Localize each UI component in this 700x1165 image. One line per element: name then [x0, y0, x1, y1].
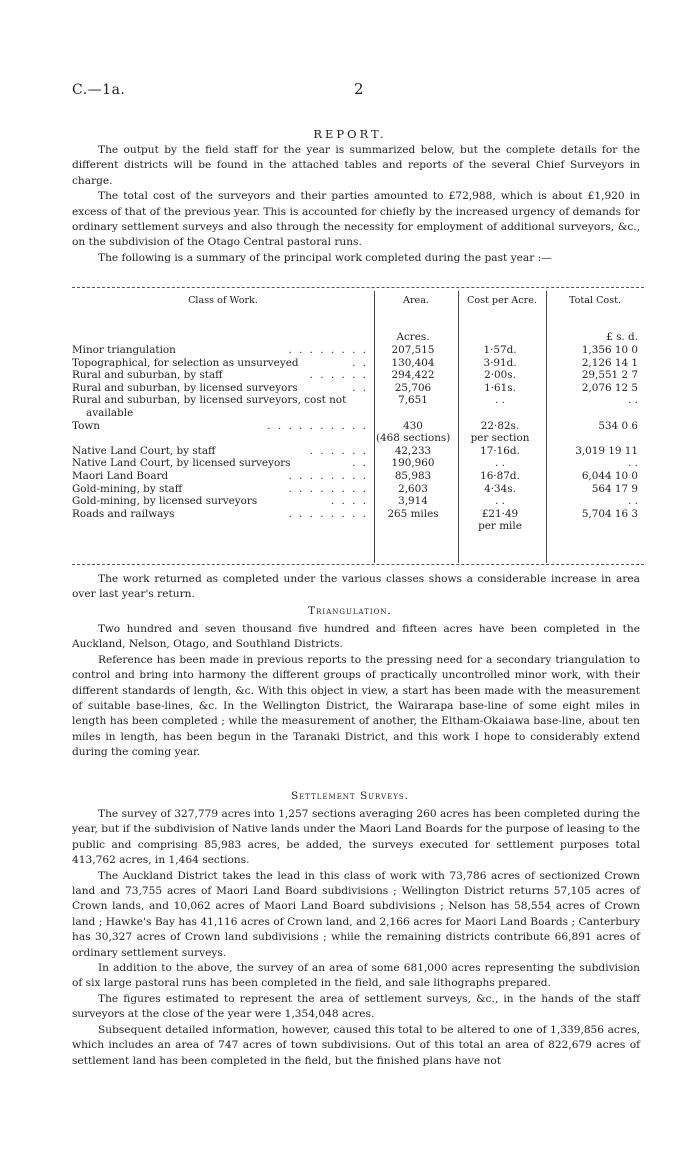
row-leader-dots: . . . . . .: [309, 369, 368, 382]
row-class-label: Topographical, for selection as unsurveyed: [72, 356, 299, 369]
intro-text: [72, 143, 640, 266]
row-class-of-work: [72, 483, 372, 496]
table-row: [72, 394, 644, 407]
row-total-cost: 534 0 6: [598, 419, 638, 432]
row-total-cost: . .: [628, 457, 638, 470]
row-cost-per-acre: . .: [495, 495, 505, 508]
section-heading-settlement: Settlement Surveys.: [291, 790, 409, 802]
row-class-of-work: [72, 344, 372, 357]
row-area: 130,404: [391, 356, 435, 369]
row-leader-dots: . .: [352, 356, 368, 369]
table-row: [72, 508, 644, 521]
row-class-of-work: [72, 357, 372, 370]
row-total-cost: 564 17 9: [591, 482, 638, 495]
row-cost-per-acre: 3·91d.: [483, 356, 517, 369]
settlement-text: [72, 807, 640, 1069]
table-row: [72, 420, 644, 433]
table-row: [72, 495, 644, 508]
row-leader-dots: . . . . . . . .: [288, 344, 368, 356]
row-leader-dots: . . . . . . . .: [288, 482, 368, 495]
after-table-text: [72, 572, 640, 603]
row-class-label: Roads and railways: [72, 507, 175, 520]
table-row: [72, 369, 644, 382]
row-area: 85,983: [394, 470, 432, 482]
header-area: Area.: [403, 295, 429, 306]
row-class-label: available: [86, 407, 134, 419]
row-cost-per-acre: . .: [495, 457, 505, 470]
row-class-label: Rural and suburban, by licensed surveyors, cost not: [72, 394, 347, 407]
row-leader-dots: . . . . . . . . . .: [267, 419, 368, 432]
table-row: [72, 520, 644, 533]
row-class-label: Minor triangulation: [72, 344, 176, 356]
row-cost-per-acre: per mile: [478, 520, 522, 533]
area-unit: Acres.: [396, 331, 430, 343]
row-class-label: Rural and suburban, by staff: [72, 369, 223, 382]
triangulation-paragraph: Reference has been made in previous reports to the pressing need for a secondary triangulation to control and bring into harmony the different groups of practically uncontrolled minor work, with their different standards of length, &c. With this object in view, a start has been made with the measurement of suitable base-lines, &c. In the Wellington District, the Wairarapa base-line of some eight miles in length has been completed ; while the measurement of another, the Eltham-Okaiawa base-line, about ten miles in length, has been begun in the Taranaki District, and this work I hope to considerably extend during the coming year.: [72, 653, 640, 759]
settlement-paragraph: Subsequent detailed information, however, caused this total to be altered to one of 1,339,856 acres, which includes an area of 747 acres of town subdivisions. Out of this total an area of 822,679 acres of settlement land has been completed in the field, but the finished plans have not: [72, 1023, 640, 1067]
table-row: [72, 407, 644, 420]
row-total-cost: 1,356 10 0: [581, 344, 638, 356]
intro-paragraph: The total cost of the surveyors and their parties amounted to £72,988, which is about £1,920 in excess of that of the previous year. This is accounted for chiefly by the increased urgency of demands for ordinary settlement surveys and also through the necessity for employment of additional surveyors, &c., on the subdivision of the Otago Central pastoral runs.: [72, 190, 640, 249]
table-row: [72, 457, 644, 470]
summary-table: [72, 287, 644, 565]
row-class-of-work: [72, 382, 372, 395]
row-cost-per-acre: per section: [470, 432, 530, 445]
triangulation-paragraph: Two hundred and seven thousand five hundred and fifteen acres have been completed in the Auckland, Nelson, Otago, and Southland Districts.: [72, 623, 640, 651]
units-row: [72, 331, 644, 344]
table-row: [72, 344, 644, 357]
header-cost: Cost per Acre.: [466, 295, 537, 306]
table-row: [72, 382, 644, 395]
row-cost-per-acre: 1·61s.: [484, 381, 516, 394]
row-class-label: Gold-mining, by staff: [72, 482, 183, 495]
row-class-label: Native Land Court, by staff: [72, 444, 216, 457]
row-area: 294,422: [391, 369, 435, 382]
row-class-label: Rural and suburban, by licensed surveyors: [72, 381, 298, 394]
settlement-paragraph: The survey of 327,779 acres into 1,257 sections averaging 260 acres has been completed during the year, but if the subdivision of Native lands under the Maori Land Boards for the purpose of leasing to the public and comprising 85,983 acres, be added, the surveys executed for settlement purposes total 413,762 acres, in 1,464 sections.: [72, 808, 640, 867]
intro-paragraph: The following is a summary of the principal work completed during the past year :—: [98, 251, 552, 264]
row-class-of-work: [72, 369, 372, 382]
row-area: 2,603: [398, 482, 428, 495]
row-cost-per-acre: 4·34s.: [484, 482, 516, 495]
table-row: [72, 445, 644, 458]
settlement-paragraph: The figures estimated to represent the area of settlement surveys, &c., in the hands of the staff surveyors at the close of the year were 1,354,048 acres.: [72, 992, 640, 1021]
row-leader-dots: . .: [352, 457, 368, 470]
row-total-cost: 3,019 19 11: [575, 444, 638, 457]
row-total-cost: . .: [628, 394, 638, 407]
row-cost-per-acre: . .: [495, 394, 505, 407]
row-class-of-work: [72, 495, 372, 508]
report-title: REPORT.: [313, 127, 387, 141]
settlement-paragraph: In addition to the above, the survey of an area of some 681,000 acres representing the subdivision of six large pastoral runs has been completed in the field, and sale lithographs prepared.: [72, 962, 640, 990]
row-total-cost: 29,551 2 7: [581, 369, 638, 382]
row-class-label: Maori Land Board: [72, 470, 169, 482]
row-class-of-work: [72, 445, 372, 458]
row-leader-dots: . . . . . .: [309, 444, 368, 457]
row-class-of-work: [72, 407, 372, 420]
intro-paragraph: The output by the field staff for the year is summarized below, but the complete details for the different districts will be found in the attached tables and reports of the several Chief Surveyors in charge.: [72, 144, 640, 187]
triangulation-text: [72, 622, 640, 761]
total-unit: £ s. d.: [606, 331, 638, 343]
page-number: 2: [354, 80, 364, 98]
row-cost-per-acre: 17·16d.: [480, 444, 520, 457]
row-class-of-work: [72, 457, 372, 470]
row-class-of-work: [72, 508, 372, 521]
table-top-rule: [72, 287, 644, 288]
row-cost-per-acre: £21·49: [481, 507, 519, 520]
table-bottom-rule: [72, 564, 644, 565]
row-area: 430: [403, 419, 423, 432]
row-area: 25,706: [394, 381, 432, 394]
row-total-cost: . .: [628, 495, 638, 508]
row-area: 7,651: [398, 394, 428, 407]
table-row: [72, 432, 644, 445]
row-class-label: Native Land Court, by licensed surveyors: [72, 457, 291, 470]
row-leader-dots: . .: [352, 381, 368, 394]
row-class-of-work: [72, 470, 372, 483]
row-cost-per-acre: 22·82s.: [480, 419, 520, 432]
row-cost-per-acre: 1·57d.: [483, 344, 517, 356]
settlement-paragraph: The Auckland District takes the lead in this class of work with 73,786 acres of sectionized Crown land and 73,755 acres of Maori Land Board subdivisions ; Wellington District returns 57,105 acres of Crown lands, and 10,062 acres of Maori Land Board subdivisions ; Nelson has 58,554 acres of Crown land ; Hawke's Bay has 41,116 acres of Crown land, and 2,166 acres for Maori Land Boards ; Canterbury has 30,327 acres of Crown land subdivisions ; while the remaining districts contribute 66,891 acres of ordinary settlement surveys.: [72, 869, 640, 959]
row-total-cost: 2,126 14 1: [581, 356, 638, 369]
row-area: 190,960: [391, 457, 435, 470]
row-leader-dots: . . . . . . . .: [288, 470, 368, 482]
row-total-cost: 6,044 10 0: [581, 470, 638, 482]
row-class-label: Gold-mining, by licensed surveyors: [72, 495, 258, 508]
table-row: [72, 357, 644, 370]
series-code: C.—1a.: [72, 82, 126, 98]
row-leader-dots: . . . .: [330, 495, 368, 508]
header-total: Total Cost.: [568, 295, 622, 306]
row-class-of-work: [72, 420, 372, 433]
row-area: 265 miles: [387, 507, 439, 520]
row-class-label: Town: [72, 419, 100, 432]
row-area: (468 sections): [376, 432, 451, 445]
header-class: Class of Work.: [188, 295, 258, 306]
table-row: [72, 470, 644, 483]
row-cost-per-acre: 16·87d.: [480, 470, 520, 482]
row-area: 3,914: [398, 495, 428, 508]
row-total-cost: 2,076 12 5: [581, 381, 638, 394]
row-cost-per-acre: 2·00s.: [484, 369, 516, 382]
row-area: 207,515: [391, 344, 435, 356]
row-total-cost: 5,704 16 3: [581, 507, 638, 520]
section-heading-triangulation: Triangulation.: [308, 605, 392, 617]
row-class-of-work: [72, 394, 372, 407]
after-table-paragraph: The work returned as completed under the various classes shows a considerable increase in area over last year's return.: [72, 573, 640, 601]
table-row: [72, 483, 644, 496]
row-leader-dots: . . . . . . . .: [288, 507, 368, 520]
row-area: 42,233: [394, 444, 432, 457]
